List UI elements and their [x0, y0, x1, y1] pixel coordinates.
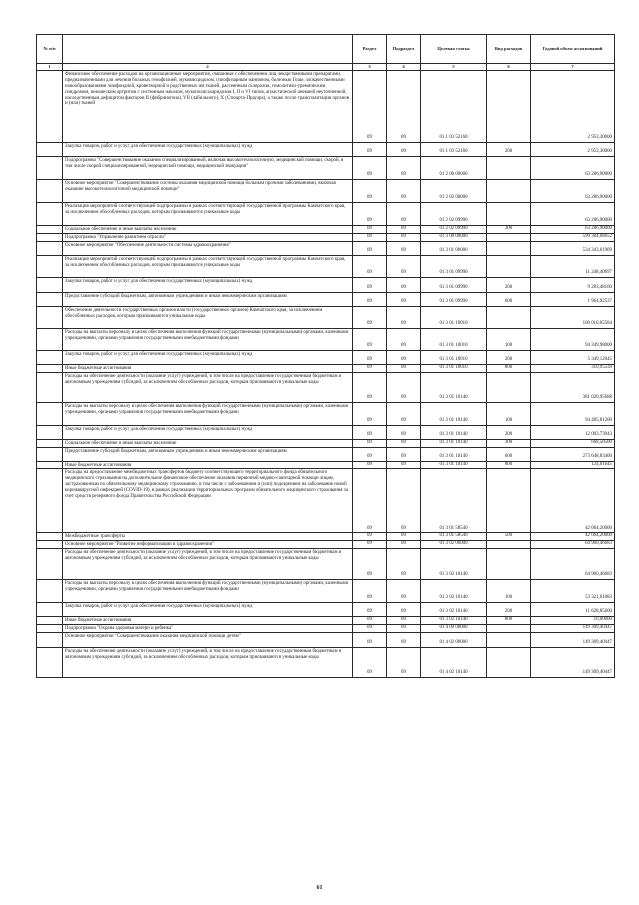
row-podrazdel: 09: [387, 461, 421, 469]
row-name: Закупка товаров, работ и услуг для обеспечения государственных (муниципальных) нужд: [63, 277, 353, 292]
row-expense-type: [487, 625, 531, 633]
row-podrazdel: 09: [387, 402, 421, 425]
row-expense-type: [487, 255, 531, 277]
row-name: Предоставление субсидий бюджетным, автономным учреждениям и иным некоммерческим организациям: [63, 447, 353, 461]
table-row: [37, 549, 615, 580]
table-row: [37, 541, 615, 549]
row-razdel: 09: [353, 226, 387, 234]
row-target-article: 01 3 00 00000: [421, 233, 487, 241]
row-razdel: 09: [353, 372, 387, 402]
row-num: [37, 632, 63, 647]
table-row: [37, 364, 615, 372]
row-podrazdel: 09: [387, 425, 421, 439]
row-razdel: 09: [353, 71, 387, 143]
row-name: Основное мероприятие "Совершенствование оказания медицинской помощи детям": [63, 632, 353, 647]
row-expense-type: 200: [487, 350, 531, 364]
row-num: [37, 617, 63, 625]
row-expense-type: [487, 71, 531, 143]
row-expense-type: [487, 549, 531, 580]
row-name: Расходы на выплаты персоналу в целях обеспечения выполнения функций государственными (муниципальными) органами, казенными учреждениями, органами управления государственными внебюджетными фондами: [63, 580, 353, 603]
row-podrazdel: 09: [387, 292, 421, 306]
row-podrazdel: 09: [387, 533, 421, 541]
row-target-article: 01 1 03 52160: [421, 71, 487, 143]
row-razdel: 09: [353, 241, 387, 255]
row-expense-type: 100: [487, 580, 531, 603]
row-razdel: 09: [353, 625, 387, 633]
row-name: Расходы на обеспечение деятельности (оказание услуг) учреждений, в том числе на предоставление государственным бюджетным и автономным учреждениям субсидий, за исключением обособленных расходов, которым присваиваются уникальные коды: [63, 549, 353, 580]
row-expense-type: [487, 632, 531, 647]
row-podrazdel: 09: [387, 203, 421, 226]
row-num: [37, 143, 63, 157]
row-name: Закупка товаров, работ и услуг для обеспечения государственных (муниципальных) нужд: [63, 143, 353, 157]
row-num: [37, 372, 63, 402]
budget-page: [36, 34, 614, 678]
row-num: [37, 71, 63, 143]
row-amount: 94 485,81200: [531, 402, 615, 425]
row-razdel: 09: [353, 350, 387, 364]
header-annual-amount: Годовой объем ассигнований: [531, 35, 615, 64]
row-razdel: 09: [353, 425, 387, 439]
row-expense-type: 500: [487, 533, 531, 541]
row-num: [37, 461, 63, 469]
table-row: [37, 533, 615, 541]
table-row: [37, 402, 615, 425]
row-podrazdel: 09: [387, 180, 421, 203]
table-row: [37, 617, 615, 625]
row-num: [37, 580, 63, 603]
row-podrazdel: 09: [387, 71, 421, 143]
row-expense-type: [487, 203, 531, 226]
row-razdel: 09: [353, 233, 387, 241]
row-amount: 63 286,90000: [531, 157, 615, 180]
table-row: [37, 277, 615, 292]
row-amount: 5 349,12045: [531, 350, 615, 364]
row-name: Иные бюджетные ассигнования: [63, 364, 353, 372]
row-amount: 534 343,61969: [531, 241, 615, 255]
row-name: Расходы на выплаты персоналу в целях обеспечения выполнения функций государственными (муниципальными) органами, казенными учреждениями, органами управления государственными внебюджетными фондами: [63, 402, 353, 425]
row-razdel: 09: [353, 469, 387, 533]
row-target-article: 01 3 02 10140: [421, 617, 487, 625]
row-name: Подпрограмма "Охрана здоровья матери и ребенка": [63, 625, 353, 633]
header-row: [37, 35, 615, 64]
row-target-article: 01 3 01 09990: [421, 292, 487, 306]
row-name: Иные бюджетные ассигнования: [63, 461, 353, 469]
row-target-article: 01 2 02 09990: [421, 226, 487, 234]
row-expense-type: 800: [487, 617, 531, 625]
column-index: 1: [37, 64, 63, 71]
row-podrazdel: 09: [387, 233, 421, 241]
row-num: [37, 402, 63, 425]
row-amount: 149 309,40447: [531, 632, 615, 647]
row-amount: 63 286,90000: [531, 203, 615, 226]
table-row: [37, 447, 615, 461]
row-amount: 100 010,05584: [531, 306, 615, 328]
row-expense-type: [487, 180, 531, 203]
row-name: Закупка товаров, работ и услуг для обеспечения государственных (муниципальных) нужд: [63, 603, 353, 617]
row-podrazdel: 09: [387, 157, 421, 180]
row-amount: 1 964,92537: [531, 292, 615, 306]
row-num: [37, 233, 63, 241]
row-num: [37, 350, 63, 364]
column-index: 5: [421, 64, 487, 71]
row-name: Расходы на обеспечение деятельности (оказание услуг) учреждений, в том числе на предоставление государственным бюджетным и автономным учреждениям субсидий, за исключением обособленных расходов, которым присваиваются уникальные коды: [63, 647, 353, 677]
row-amount: 9 283,48160: [531, 277, 615, 292]
row-target-article: 01 3 02 00000: [421, 541, 487, 549]
row-razdel: 09: [353, 549, 387, 580]
row-num: [37, 603, 63, 617]
row-num: [37, 306, 63, 328]
table-row: [37, 255, 615, 277]
row-name: Обеспечение деятельности государственных органов власти (государственных органов) Камчатского края, за исключением обособленных расходов, которым присваиваются уникальные коды: [63, 306, 353, 328]
row-name: Межбюджетные трансферты: [63, 533, 353, 541]
table-row: [37, 425, 615, 439]
row-podrazdel: 09: [387, 549, 421, 580]
row-name: Расходы на предоставление межбюджетных трансфертов бюджету соответствующего территориального фонда обязательного медицинского страхования на дополнительное финансовое обеспечение оказания первичной медико-санитарной помощи лицам, застрахованным по обязательному медицинскому страхованию, в том числе с заболеванием и (или) подозрением на заболевание новой коронавирусной инфекцией (COVID-19), в рамках реализации территориальных программ обязательного медицинского страхования за счет средств резервного фонда Правительства Российской Федерации: [63, 469, 353, 533]
row-num: [37, 533, 63, 541]
table-row: [37, 372, 615, 402]
row-target-article: 01 4 02 10140: [421, 647, 487, 677]
row-razdel: 09: [353, 328, 387, 350]
table-row: [37, 632, 615, 647]
row-num: [37, 469, 63, 533]
table-row: [37, 439, 615, 447]
row-amount: 149 309,40447: [531, 647, 615, 677]
row-amount: 64 960,46683: [531, 541, 615, 549]
row-razdel: 09: [353, 541, 387, 549]
row-name: Подпрограмма "Управление развитием отрасли": [63, 233, 353, 241]
row-target-article: 01 3 01 10010: [421, 328, 487, 350]
row-name: Основное мероприятие "Совершенствование системы оказания медицинской помощи больным прочими заболеваниями, включая оказание высокотехнологичной медицинской помощи": [63, 180, 353, 203]
row-num: [37, 549, 63, 580]
row-amount: 2 953,30000: [531, 143, 615, 157]
row-name: Социальное обеспечение и иные выплаты населению: [63, 439, 353, 447]
row-amount: 53 321,61083: [531, 580, 615, 603]
column-index: 2: [63, 64, 353, 71]
table-row: [37, 180, 615, 203]
column-index: 7: [531, 64, 615, 71]
row-razdel: 09: [353, 632, 387, 647]
row-razdel: 09: [353, 402, 387, 425]
row-target-article: 01 3 01 10140: [421, 425, 487, 439]
row-expense-type: 100: [487, 402, 531, 425]
table-row: [37, 625, 615, 633]
row-num: [37, 277, 63, 292]
row-amount: 42 064,20000: [531, 533, 615, 541]
row-expense-type: [487, 233, 531, 241]
row-amount: 63 286,90000: [531, 226, 615, 234]
row-num: [37, 180, 63, 203]
row-amount: 310,95539: [531, 364, 615, 372]
header-name: [63, 35, 353, 64]
row-amount: 12 093,73943: [531, 425, 615, 439]
row-razdel: 09: [353, 603, 387, 617]
row-target-article: 01 4 00 00000: [421, 625, 487, 633]
row-razdel: 09: [353, 277, 387, 292]
header-podrazdel: Подраздел: [387, 35, 421, 64]
row-razdel: 09: [353, 180, 387, 203]
row-expense-type: 800: [487, 364, 531, 372]
row-podrazdel: 09: [387, 632, 421, 647]
header-expense-type: Вид расходов: [487, 35, 531, 64]
row-target-article: 01 3 02 10140: [421, 603, 487, 617]
row-expense-type: [487, 647, 531, 677]
row-target-article: 01 4 02 00000: [421, 632, 487, 647]
row-num: [37, 328, 63, 350]
row-razdel: 09: [353, 292, 387, 306]
row-podrazdel: 09: [387, 255, 421, 277]
row-expense-type: 300: [487, 226, 531, 234]
row-num: [37, 364, 63, 372]
row-expense-type: 600: [487, 292, 531, 306]
row-amount: 668,58500: [531, 439, 615, 447]
row-num: [37, 255, 63, 277]
row-podrazdel: 09: [387, 306, 421, 328]
row-amount: 11 248,40697: [531, 255, 615, 277]
row-amount: 124,01645: [531, 461, 615, 469]
row-expense-type: [487, 157, 531, 180]
table-row: [37, 233, 615, 241]
row-razdel: 09: [353, 533, 387, 541]
row-razdel: 09: [353, 306, 387, 328]
row-target-article: 01 3 01 10010: [421, 364, 487, 372]
row-name: Реализация мероприятий соответствующей подпрограммы в рамках соответствующей государственной программы Камчатского края, за исключением обособленных расходов, которым присваиваются уникальные коды: [63, 203, 353, 226]
row-expense-type: [487, 372, 531, 402]
row-name: Иные бюджетные ассигнования: [63, 617, 353, 625]
table-row: [37, 580, 615, 603]
row-razdel: 09: [353, 255, 387, 277]
table-row: [37, 306, 615, 328]
row-name: Подпрограмма "Совершенствование оказания специализированной, включая высокотехнологичную, медицинской помощи, скорой, в том числе скорой специализированной, медицинской помощи, медицинской эвакуации": [63, 157, 353, 180]
table-row: [37, 350, 615, 364]
row-name: Реализация мероприятий соответствующей подпрограммы в рамках соответствующей государственной программы Камчатского края, за исключением обособленных расходов, которым присваиваются уникальные коды: [63, 255, 353, 277]
page-number: 61: [316, 885, 323, 891]
table-row: [37, 203, 615, 226]
row-num: [37, 241, 63, 255]
row-podrazdel: 09: [387, 226, 421, 234]
row-num: [37, 439, 63, 447]
row-target-article: 01 1 03 52160: [421, 143, 487, 157]
row-amount: 2 953,30000: [531, 71, 615, 143]
table-row: [37, 143, 615, 157]
row-target-article: 01 3 01 10140: [421, 402, 487, 425]
table-body: [37, 71, 615, 678]
table-row: [37, 71, 615, 143]
row-expense-type: 200: [487, 143, 531, 157]
table-row: [37, 157, 615, 180]
table-row: [37, 226, 615, 234]
row-expense-type: [487, 541, 531, 549]
header-target-article: Целевая статья: [421, 35, 487, 64]
row-expense-type: 200: [487, 603, 531, 617]
row-podrazdel: 09: [387, 241, 421, 255]
row-target-article: 01 3 01 09990: [421, 255, 487, 277]
row-target-article: 01 3 01 10140: [421, 372, 487, 402]
row-expense-type: 800: [487, 461, 531, 469]
header-razdel: Раздел: [353, 35, 387, 64]
row-podrazdel: 09: [387, 625, 421, 633]
row-expense-type: 600: [487, 447, 531, 461]
row-target-article: 01 2 00 00000: [421, 157, 487, 180]
row-podrazdel: 09: [387, 328, 421, 350]
row-target-article: 01 3 01 58540: [421, 469, 487, 533]
row-amount: 11 628,85600: [531, 603, 615, 617]
row-expense-type: 200: [487, 277, 531, 292]
row-target-article: 01 2 02 00000: [421, 180, 487, 203]
table-row: [37, 603, 615, 617]
row-podrazdel: 09: [387, 617, 421, 625]
table-row: [37, 328, 615, 350]
row-name: Предоставление субсидий бюджетным, автономным учреждениям и иным некоммерческим организациям: [63, 292, 353, 306]
row-name: Закупка товаров, работ и услуг для обеспечения государственных (муниципальных) нужд: [63, 350, 353, 364]
row-target-article: 01 3 01 58540: [421, 533, 487, 541]
row-podrazdel: 09: [387, 541, 421, 549]
budget-table: [36, 34, 615, 678]
row-expense-type: 200: [487, 425, 531, 439]
row-name: Финансовое обеспечение расходов на организационные мероприятия, связанные с обеспечением лиц лекарственными препаратами, предназначенными для лечения больных гемофилией, муковисцидозом, гипофизарным нанизмом, болезнью Гоше, злокачественными новообразованиями лимфоидной, кроветворной и родственных им тканей, рассеянным склерозом, гемолитико-уремическим синдромом, юношеским артритом с системным началом, мукополисахаридозом I, II и VI типов, апластической анемией неуточненной, наследственным дефицитом факторов II (фибриногена), VII (лабильного), X (Стюарта-Прауэра), а также после трансплантации органов и (или) тканей: [63, 71, 353, 143]
row-expense-type: 100: [487, 328, 531, 350]
row-name: Расходы на выплаты персоналу в целях обеспечения выполнения функций государственными (муниципальными) органами, казенными учреждениями, органами управления государственными внебюджетными фондами: [63, 328, 353, 350]
row-podrazdel: 09: [387, 580, 421, 603]
row-name: Основное мероприятие "Обеспечение деятельности системы здравоохранения": [63, 241, 353, 255]
row-num: [37, 625, 63, 633]
row-razdel: 09: [353, 580, 387, 603]
row-razdel: 09: [353, 203, 387, 226]
row-name: Закупка товаров, работ и услуг для обеспечения государственных (муниципальных) нужд: [63, 425, 353, 439]
row-target-article: 01 3 01 10140: [421, 447, 487, 461]
row-podrazdel: 09: [387, 143, 421, 157]
row-amount: 10,00000: [531, 617, 615, 625]
row-target-article: 01 3 01 00000: [421, 241, 487, 255]
row-razdel: 09: [353, 143, 387, 157]
row-podrazdel: 09: [387, 603, 421, 617]
row-name: Социальное обеспечение и иные выплаты населению: [63, 226, 353, 234]
row-amount: 599 304,08652: [531, 233, 615, 241]
column-index: 3: [353, 64, 387, 71]
table-row: [37, 469, 615, 533]
table-row: [37, 647, 615, 677]
table-row: [37, 292, 615, 306]
row-target-article: 01 3 01 10140: [421, 461, 487, 469]
row-target-article: 01 3 01 10010: [421, 306, 487, 328]
column-index: 4: [387, 64, 421, 71]
row-podrazdel: 09: [387, 350, 421, 364]
row-razdel: 09: [353, 617, 387, 625]
row-expense-type: [487, 241, 531, 255]
row-expense-type: 300: [487, 439, 531, 447]
row-razdel: 09: [353, 439, 387, 447]
row-expense-type: [487, 469, 531, 533]
row-num: [37, 647, 63, 677]
row-num: [37, 292, 63, 306]
row-razdel: 09: [353, 461, 387, 469]
row-target-article: 01 3 02 10140: [421, 549, 487, 580]
row-num: [37, 425, 63, 439]
row-target-article: 01 2 02 09990: [421, 203, 487, 226]
column-index: 6: [487, 64, 531, 71]
row-num: [37, 157, 63, 180]
row-target-article: 01 3 01 09990: [421, 277, 487, 292]
row-podrazdel: 09: [387, 469, 421, 533]
row-podrazdel: 09: [387, 372, 421, 402]
row-razdel: 09: [353, 157, 387, 180]
row-num: [37, 541, 63, 549]
table-row: [37, 241, 615, 255]
row-amount: 63 286,90000: [531, 180, 615, 203]
row-amount: 273 648,83400: [531, 447, 615, 461]
row-amount: 64 960,46683: [531, 549, 615, 580]
row-podrazdel: 09: [387, 277, 421, 292]
header-num: № п/п: [37, 35, 63, 64]
row-name: Расходы на обеспечение деятельности (оказание услуг) учреждений, в том числе на предоставление государственным бюджетным и автономным учреждениям субсидий, за исключением обособленных расходов, которым присваиваются уникальные коды: [63, 372, 353, 402]
row-razdel: 09: [353, 364, 387, 372]
row-podrazdel: 09: [387, 647, 421, 677]
row-target-article: 01 3 01 10010: [421, 350, 487, 364]
row-razdel: 09: [353, 647, 387, 677]
row-amount: 149 309,40447: [531, 625, 615, 633]
row-name: Основное мероприятие "Развитие информатизации в здравоохранении": [63, 541, 353, 549]
row-num: [37, 447, 63, 461]
row-amount: 381 020,95688: [531, 372, 615, 402]
table-row: [37, 461, 615, 469]
row-expense-type: [487, 306, 531, 328]
row-podrazdel: 09: [387, 364, 421, 372]
row-num: [37, 226, 63, 234]
row-podrazdel: 09: [387, 439, 421, 447]
row-target-article: 01 3 01 10140: [421, 439, 487, 447]
row-target-article: 01 3 02 10140: [421, 580, 487, 603]
column-index-row: [37, 64, 615, 71]
row-razdel: 09: [353, 447, 387, 461]
row-amount: 94 349,98000: [531, 328, 615, 350]
row-amount: 42 064,20000: [531, 469, 615, 533]
row-podrazdel: 09: [387, 447, 421, 461]
row-num: [37, 203, 63, 226]
